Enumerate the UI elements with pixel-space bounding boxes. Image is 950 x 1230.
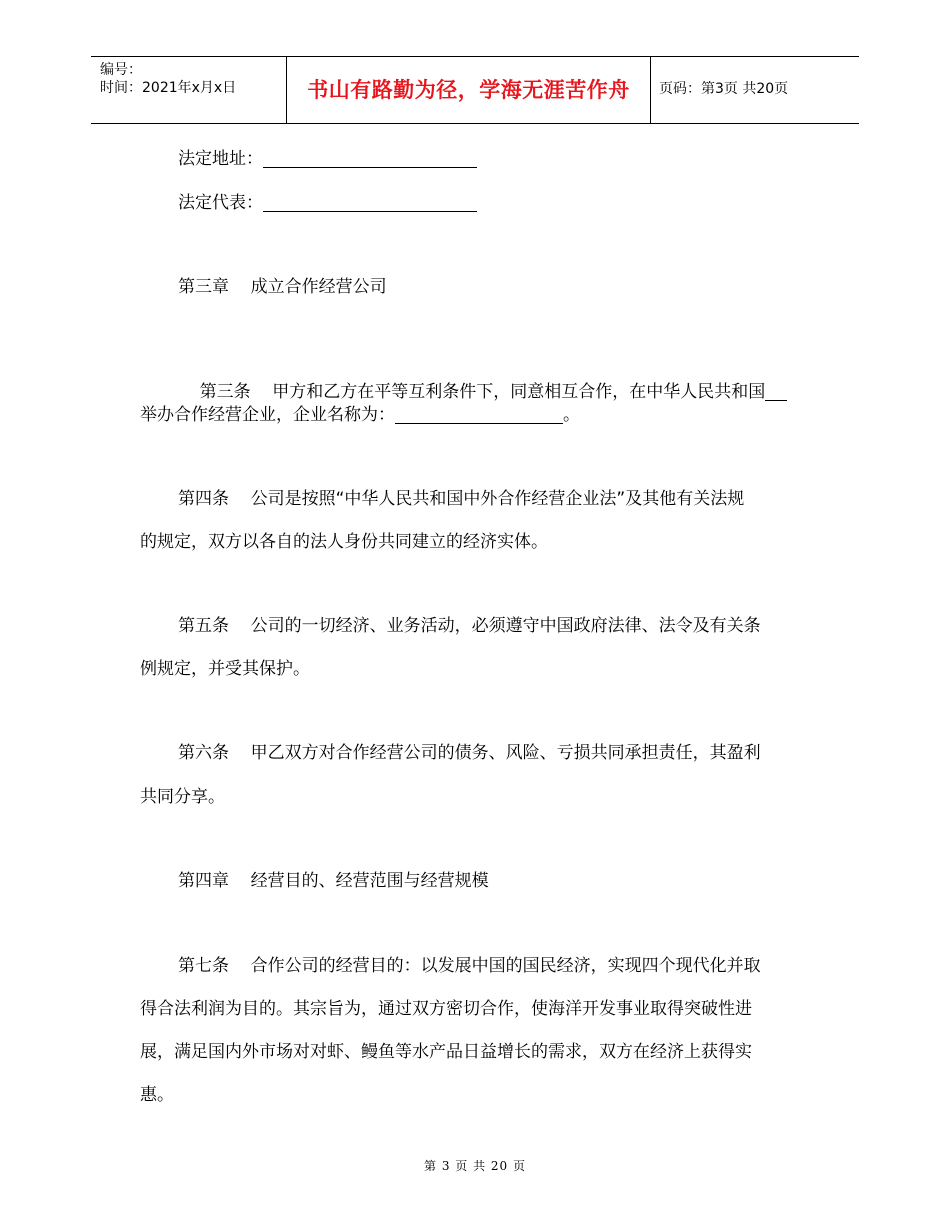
header-page-info: 页码：第3页 共20页 <box>659 81 789 97</box>
article-three-end: 。 <box>563 405 580 425</box>
chapter-four-heading: 第四章 经营目的、经营范围与经营规模 <box>178 871 489 891</box>
header-divider <box>650 57 651 123</box>
article-seven-line-4: 惠。 <box>140 1085 174 1105</box>
article-three-text-2: 举办合作经营企业，企业名称为： <box>140 405 395 425</box>
legal-representative-label: 法定代表： <box>178 193 263 213</box>
document-time-label: 时间：2021年x月x日 <box>100 80 237 96</box>
header-motto: 书山有路勤为径，学海无涯苦作舟 <box>307 78 630 102</box>
article-five-line-1: 第五条 公司的一切经济、业务活动，必须遵守中国政府法律、法令及有关条 <box>178 616 761 636</box>
country-blank <box>765 380 787 401</box>
article-four-line-2: 的规定，双方以各自的法人身份共同建立的经济实体。 <box>140 532 548 552</box>
article-seven-line-3: 展，满足国内外市场对对虾、鳗鱼等水产品日益增长的需求，双方在经济上获得实 <box>140 1042 752 1062</box>
legal-representative-blank <box>263 191 477 212</box>
header-meta <box>100 61 236 97</box>
page-header <box>91 56 859 124</box>
legal-address-blank <box>263 147 477 168</box>
company-name-blank <box>395 403 563 424</box>
page-footer: 第 3 页 共 20 页 <box>424 1159 526 1173</box>
legal-address-field <box>178 144 477 169</box>
article-six-line-1: 第六条 甲乙双方对合作经营公司的债务、风险、亏损共同承担责任，其盈利 <box>178 743 761 763</box>
article-six-line-2: 共同分享。 <box>140 787 225 807</box>
article-four-line-1: 第四条 公司是按照“中华人民共和国中外合作经营企业法”及其他有关法规 <box>178 489 745 509</box>
chapter-three-heading: 第三章 成立合作经营公司 <box>178 277 387 297</box>
article-seven-line-2: 得合法利润为目的。其宗旨为，通过双方密切合作，使海洋开发事业取得突破性进 <box>140 999 752 1019</box>
article-five-line-2: 例规定，并受其保护。 <box>140 659 310 679</box>
legal-address-label: 法定地址： <box>178 149 263 169</box>
article-three-line-2 <box>140 400 580 425</box>
article-seven-line-1: 第七条 合作公司的经营目的：以发展中国的国民经济，实现四个现代化并取 <box>178 956 761 976</box>
article-three-text: 第三条 甲方和乙方在平等互利条件下，同意相互合作，在中华人民共和国 <box>199 382 766 402</box>
document-number-label: 编号： <box>100 62 142 78</box>
legal-representative-field <box>178 188 477 213</box>
